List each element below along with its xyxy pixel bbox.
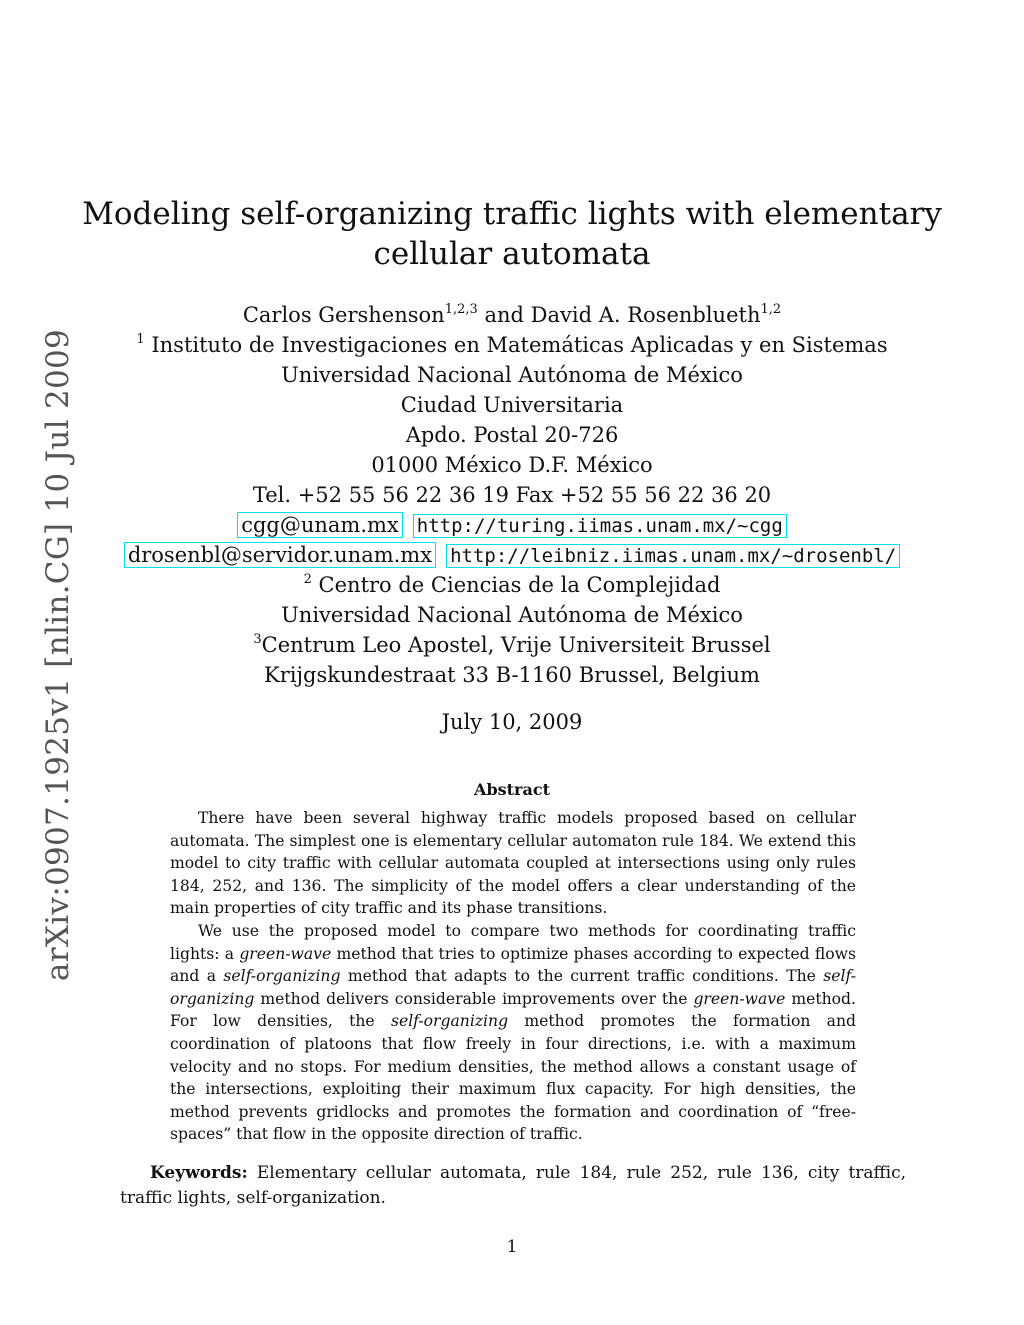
affiliation-2-mark: 2: [303, 572, 312, 587]
contact-row-2: [0, 540, 1024, 571]
affiliation-2-line-2: Universidad Nacional Autónoma de México: [281, 603, 743, 627]
emphasis: green-wave: [239, 944, 332, 963]
title-line-2: cellular automata: [373, 236, 651, 272]
affiliation-3-name: Centrum Leo Apostel, Vrije Universiteit Brussel: [261, 633, 771, 657]
abstract-paragraph-1: There have been several highway traffic models proposed based on cellular automata. The simplest one is elementary cellular automaton rule 184. We extend this model to city traffic with cellular automata coupled at intersections using only rules 184, 252, and 136. The simplicity of the model offers a clear understanding of the main properties of city traffic and its phase transitions.: [170, 809, 856, 918]
authors: [0, 300, 1024, 330]
text-run: method. For low densities, the: [170, 989, 856, 1031]
author-1: Carlos Gershenson: [242, 303, 445, 327]
text-run: method that tries to optimize phases according to expected flows and a: [170, 944, 857, 986]
text-run: method that adapts to the current traffic conditions. The: [340, 967, 824, 986]
affiliation-1-line-1: [0, 330, 1024, 360]
keywords-label: Keywords:: [150, 1163, 248, 1183]
affiliation-1-line-3: Ciudad Universitaria: [400, 393, 624, 417]
affiliation-1-name: Instituto de Investigaciones en Matemáticas Aplicadas y en Sistemas: [144, 333, 888, 357]
text-run: method promotes the formation and coordination of platoons that flow freely in four directions, i.e. with a maximum velocity and no stops. For medium densities, the method allows a constant usage of the intersections, exploiting their maximum flux capacity. For high densities, the method prevents gridlocks and promotes the formation and coordination of “free-spaces” that flow in the opposite direction of traffic.: [170, 1012, 856, 1144]
emphasis: self-organizing: [390, 1012, 509, 1031]
telephone-fax: Tel. +52 55 56 22 36 19 Fax +52 55 56 22 36 20: [252, 483, 772, 507]
affiliation-1-line-4: Apdo. Postal 20-726: [405, 423, 619, 447]
arxiv-identifier: arXiv:0907.1925v1 [nlin.CG] 10 Jul 2009: [40, 328, 76, 982]
page-number: 1: [506, 1237, 518, 1257]
author-2-affiliation-marks: 1,2: [760, 302, 782, 317]
homepage-link-1[interactable]: http://turing.iimas.unam.mx/~cgg: [413, 514, 787, 538]
keywords-text: Elementary cellular automata, rule 184, rule 252, rule 136, city traffic, traffic lights, self-organization.: [120, 1163, 906, 1208]
paper-date: July 10, 2009: [441, 710, 583, 734]
title-line-1: Modeling self-organizing traffic lights with elementary: [82, 196, 942, 232]
author-2: and David A. Rosenblueth: [477, 303, 761, 327]
affiliation-3-line-1: [0, 630, 1024, 660]
affiliation-1-line-5: 01000 México D.F. México: [371, 453, 653, 477]
abstract-paragraph-2: [170, 920, 856, 1146]
email-link-2[interactable]: drosenbl@servidor.unam.mx: [124, 542, 436, 568]
author-1-affiliation-marks: 1,2,3: [444, 302, 478, 317]
emphasis: self-organizing: [170, 967, 856, 1008]
text-run: method delivers considerable improvements over the: [254, 989, 694, 1008]
emphasis: self-organizing: [223, 967, 341, 986]
email-link-1[interactable]: cgg@unam.mx: [237, 512, 403, 538]
affiliation-2-line-1: [0, 570, 1024, 600]
abstract-heading: Abstract: [474, 780, 550, 799]
paper-title: [0, 194, 1024, 274]
text-run: We use the proposed model to compare two methods for coordinating traffic lights: a: [170, 921, 856, 963]
affiliation-1-line-2: Universidad Nacional Autónoma de México: [281, 363, 743, 387]
emphasis: green-wave: [693, 989, 786, 1008]
affiliation-2-name: Centro de Ciencias de la Complejidad: [311, 573, 721, 597]
homepage-link-2[interactable]: http://leibniz.iimas.unam.mx/~drosenbl/: [446, 544, 900, 568]
affiliation-3-line-2: Krijgskundestraat 33 B-1160 Brussel, Belgium: [264, 663, 760, 687]
affiliation-1-mark: 1: [136, 332, 145, 347]
keywords: [120, 1161, 906, 1211]
abstract-body: [170, 807, 856, 1146]
contact-row-1: [0, 510, 1024, 541]
affiliation-3-mark: 3: [253, 632, 262, 647]
